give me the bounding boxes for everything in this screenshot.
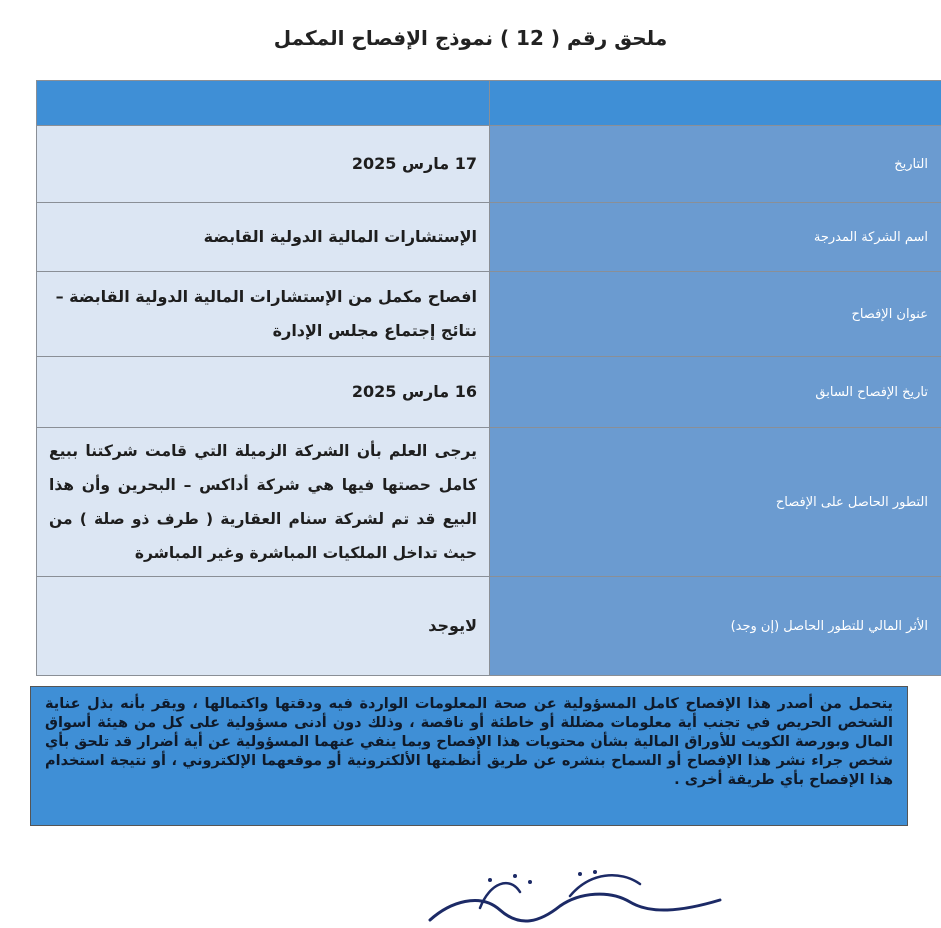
header-label-cell (490, 81, 941, 126)
table-row (37, 203, 941, 272)
table-row (37, 126, 941, 203)
table-header-row (37, 81, 941, 126)
financial-effect-value: لايوجد (37, 577, 490, 676)
disclosure-title-value: افصاح مكمل من الإستشارات المالية الدولية القابضة – نتائج إجتماع مجلس الإدارة (37, 272, 490, 357)
previous-disclosure-date-value: 16 مارس 2025 (37, 357, 490, 428)
company-name-label: اسم الشركة المدرجة (490, 203, 941, 272)
disclosure-title-label: عنوان الإفصاح (490, 272, 941, 357)
disclosure-form-table (36, 80, 941, 676)
disclaimer-box: يتحمل من أصدر هذا الإفصاح كامل المسؤولية عن صحة المعلومات الواردة فيه ودقتها واكتمالها ، ويقر بأنه بذل عناية الشخص الحريص في تجنب أية معلومات مضللة أو خاطئة أو ناقصة ، وذلك دون أدنى مسؤولية على كل من هيئة أسواق المال وبورصة الكويت للأوراق المالية بشأن محتويات هذا الإفصاح وبما ينفي عنهما المسؤولية عن أية أضرار قد تلحق بأي شخص جراء نشر هذا الإفصاح أو السماح بنشره عن طريق أنظمتها الألكترونية أو موقعهما الإلكتروني ، أو نتيجة استخدام هذا الإفصاح بأي طريقة أخرى . (30, 686, 908, 826)
page-title: ملحق رقم ( 12 ) نموذج الإفصاح المكمل (273, 26, 668, 50)
date-label: التاريخ (490, 126, 941, 203)
company-name-value: الإستشارات المالية الدولية القابضة (37, 203, 490, 272)
financial-effect-label: الأثر المالي للتطور الحاصل (إن وجد) (490, 577, 941, 676)
table-row (37, 357, 941, 428)
previous-disclosure-date-label: تاريخ الإفصاح السابق (490, 357, 941, 428)
table-row (37, 272, 941, 357)
signature (420, 862, 760, 928)
table-row (37, 577, 941, 676)
date-value: 17 مارس 2025 (37, 126, 490, 203)
table-row (37, 428, 941, 577)
development-value: يرجى العلم بأن الشركة الزميلة التي قامت شركتنا ببيع كامل حصتها فيها هي شركة أداكس – البحرين وأن هذا البيع قد تم لشركة سنام العقارية ( طرف ذو صلة ) من حيث تداخل الملكيات المباشرة وغير المباشرة (37, 428, 490, 577)
development-label: التطور الحاصل على الإفصاح (490, 428, 941, 577)
header-value-cell (37, 81, 490, 126)
